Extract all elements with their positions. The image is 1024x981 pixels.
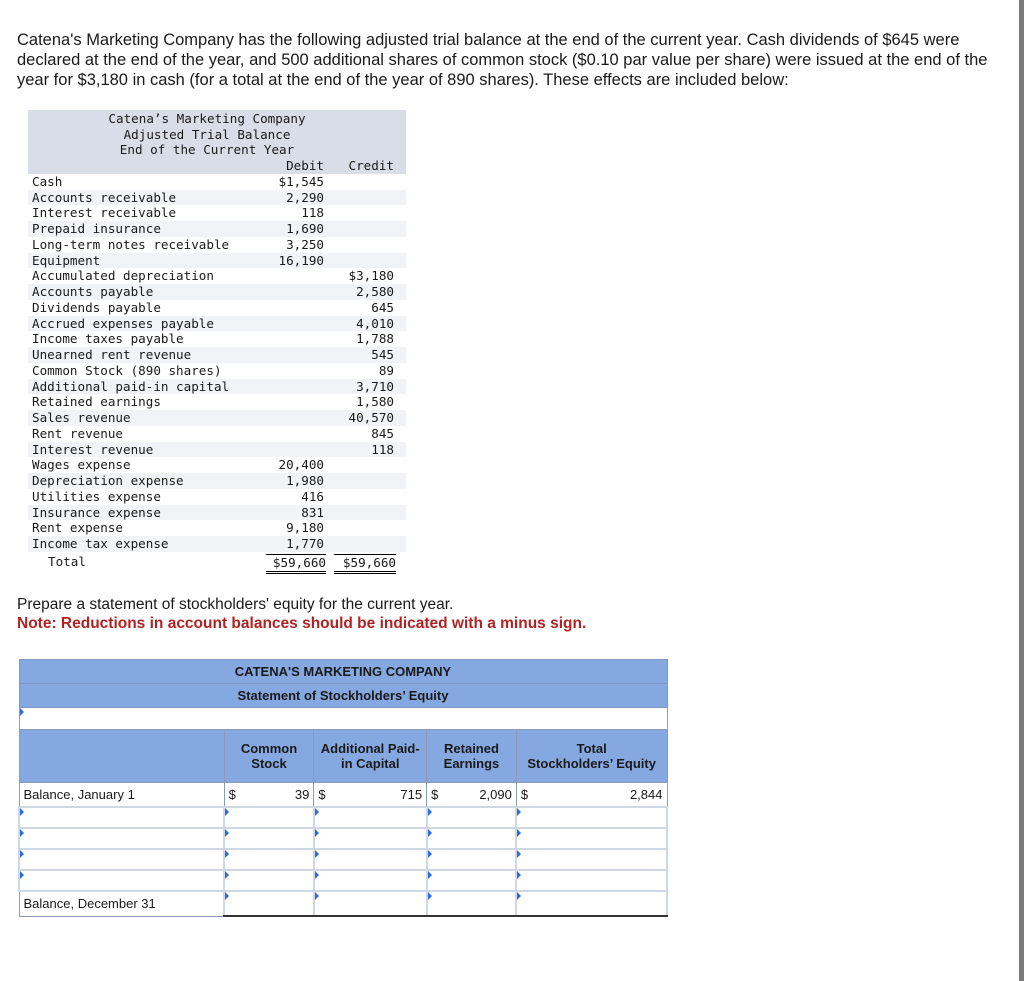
debit-amount — [266, 300, 324, 316]
credit-header: Credit — [348, 158, 394, 174]
debit-amount: 16,190 — [278, 252, 324, 268]
balance-dec-apic-input[interactable] — [314, 891, 427, 916]
entry-2-total-input[interactable] — [516, 828, 667, 849]
debit-amount — [266, 268, 324, 284]
problem-intro: Catena's Marketing Company has the following adjusted trial balance at the end of the current year. Cash dividends of $645 were declared at the end of the year, and 500 additional shares of common stock ($0.10 par value per share) were issued at the end of the year for $3,180 in cash (for a total at the end of the year of 890 shares). These effects are included below: — [17, 31, 988, 89]
trial-balance-row — [28, 205, 406, 221]
credit-amount — [324, 489, 394, 505]
trial-balance-row — [28, 253, 406, 269]
row-label-header — [19, 730, 224, 783]
input-marker-icon — [315, 892, 319, 900]
balance-december-row — [19, 891, 667, 916]
entry-3-total-input[interactable] — [516, 849, 667, 870]
trial-balance-title: Adjusted Trial Balance — [123, 126, 291, 142]
col-apic: Additional Paid- in Capital — [314, 730, 427, 783]
balance-dec-total-input[interactable] — [516, 891, 667, 916]
trial-balance-row — [28, 410, 406, 426]
credit-amount: 1,788 — [356, 331, 394, 347]
balance-january-row — [19, 783, 667, 808]
credit-amount: 40,570 — [348, 410, 394, 426]
credit-amount — [324, 536, 394, 552]
input-marker-icon — [225, 808, 229, 816]
debit-amount — [266, 347, 324, 363]
input-marker-icon — [315, 850, 319, 858]
trial-balance-rows — [28, 174, 406, 552]
instruction-note: Note: Reductions in account balances should be indicated with a minus sign. — [17, 615, 587, 632]
account-name: Retained earnings — [32, 394, 161, 410]
input-marker-icon — [225, 892, 229, 900]
account-name: Income taxes payable — [32, 331, 184, 347]
entry-1-retained-earnings-input[interactable] — [427, 807, 517, 828]
credit-amount — [324, 205, 394, 221]
entry-4-apic-input[interactable] — [314, 870, 427, 891]
credit-amount — [324, 253, 394, 269]
debit-amount — [266, 426, 324, 442]
entry-1-apic-input[interactable] — [314, 807, 427, 828]
account-name: Equipment — [32, 252, 101, 268]
trial-balance-row — [28, 379, 406, 395]
col-common-stock: Common Stock — [224, 730, 314, 783]
debit-amount: 1,690 — [286, 221, 324, 237]
balance-jan-total: $ 2,844 — [516, 783, 667, 808]
debit-amount — [266, 284, 324, 300]
trial-balance-row — [28, 505, 406, 521]
entry-row-3 — [19, 849, 667, 870]
input-marker-icon — [20, 808, 24, 816]
credit-amount — [324, 520, 394, 536]
debit-amount — [266, 442, 324, 458]
credit-amount — [324, 505, 394, 521]
trial-balance-row — [28, 221, 406, 237]
entry-2-common-stock-input[interactable] — [224, 828, 314, 849]
credit-amount: 1,580 — [356, 394, 394, 410]
debit-amount — [266, 410, 324, 426]
debit-amount — [266, 363, 324, 379]
account-name: Interest revenue — [32, 441, 154, 457]
debit-amount: 3,250 — [286, 236, 324, 252]
input-marker-icon — [517, 892, 521, 900]
trial-balance-row — [28, 268, 406, 284]
instruction-text: Prepare a statement of stockholders' equity for the current year. — [17, 596, 454, 613]
debit-header: Debit — [286, 158, 324, 174]
trial-balance-row — [28, 300, 406, 316]
stockholders-equity-statement — [18, 659, 668, 917]
credit-amount — [324, 237, 394, 253]
credit-amount: $3,180 — [348, 268, 394, 284]
account-name: Long-term notes receivable — [32, 236, 230, 252]
input-marker-icon — [225, 829, 229, 837]
credit-amount: 89 — [378, 362, 394, 378]
input-marker-icon — [225, 871, 229, 879]
credit-amount: 118 — [371, 441, 394, 457]
balance-jan-retained-earnings: $ 2,090 — [427, 783, 517, 808]
entry-row-4 — [19, 870, 667, 891]
debit-amount: 9,180 — [286, 520, 324, 536]
entry-4-common-stock-input[interactable] — [224, 870, 314, 891]
trial-balance-row — [28, 489, 406, 505]
balance-jan-common-stock: $ 39 — [224, 783, 314, 808]
account-name: Insurance expense — [32, 504, 161, 520]
debit-amount: 118 — [301, 205, 324, 221]
account-name: Accounts receivable — [32, 189, 177, 205]
trial-balance-row — [28, 316, 406, 332]
trial-balance-row — [28, 284, 406, 300]
credit-amount: 4,010 — [356, 315, 394, 331]
account-name: Accrued expenses payable — [32, 315, 214, 331]
input-marker-icon — [20, 708, 24, 716]
debit-amount — [266, 316, 324, 332]
account-name: Prepaid insurance — [32, 221, 161, 237]
balance-dec-retained-earnings-input[interactable] — [427, 891, 517, 916]
debit-amount: 1,980 — [286, 473, 324, 489]
input-marker-icon — [20, 850, 24, 858]
entry-2-description-input[interactable] — [19, 828, 224, 849]
account-name: Interest receivable — [32, 205, 177, 221]
debit-amount — [266, 379, 324, 395]
debit-amount — [266, 394, 324, 410]
input-marker-icon — [428, 892, 432, 900]
account-name: Sales revenue — [32, 410, 131, 426]
account-name: Income tax expense — [32, 536, 169, 552]
scrollbar[interactable] — [1019, 0, 1024, 981]
input-marker-icon — [428, 829, 432, 837]
account-name: Cash — [32, 173, 63, 189]
account-name: Utilities expense — [32, 488, 161, 504]
trial-balance-row — [28, 237, 406, 253]
trial-balance-row — [28, 331, 406, 347]
input-marker-icon — [517, 850, 521, 858]
entry-4-description-input[interactable] — [19, 870, 224, 891]
trial-balance-row — [28, 363, 406, 379]
trial-balance-period: End of the Current Year — [119, 142, 295, 158]
balance-dec-common-stock-input[interactable] — [224, 891, 314, 916]
entry-3-description-input[interactable] — [19, 849, 224, 870]
entry-row-1 — [19, 807, 667, 828]
debit-amount: 1,770 — [286, 536, 324, 552]
trial-balance-total-row — [28, 554, 406, 574]
input-marker-icon — [428, 808, 432, 816]
entry-1-common-stock-input[interactable] — [224, 807, 314, 828]
trial-balance-column-headers — [28, 158, 406, 174]
account-name: Accumulated depreciation — [32, 268, 214, 284]
trial-balance-row — [28, 174, 406, 190]
debit-amount — [266, 331, 324, 347]
credit-amount: 645 — [371, 299, 394, 315]
entry-1-description-input[interactable] — [19, 807, 224, 828]
entry-4-retained-earnings-input[interactable] — [427, 870, 517, 891]
input-marker-icon — [428, 871, 432, 879]
credit-amount — [324, 473, 394, 489]
credit-amount: 545 — [371, 347, 394, 363]
input-marker-icon — [517, 829, 521, 837]
total-debit: $59,660 — [266, 554, 326, 574]
debit-amount: 831 — [301, 504, 324, 520]
debit-amount: 2,290 — [286, 189, 324, 205]
account-name: Wages expense — [32, 457, 131, 473]
input-marker-icon — [428, 850, 432, 858]
instructions — [17, 595, 586, 633]
account-name: Dividends payable — [32, 299, 161, 315]
trial-balance-company: Catena’s Marketing Company — [108, 111, 306, 126]
debit-amount: 20,400 — [278, 457, 324, 473]
input-marker-icon — [315, 871, 319, 879]
total-credit: $59,660 — [334, 554, 396, 574]
trial-balance-row — [28, 520, 406, 536]
statement-company: CATENA'S MARKETING COMPANY — [19, 660, 667, 684]
entry-2-apic-input[interactable] — [314, 828, 427, 849]
entry-3-retained-earnings-input[interactable] — [427, 849, 517, 870]
credit-amount: 3,710 — [356, 378, 394, 394]
trial-balance-header — [28, 110, 406, 158]
trial-balance-row — [28, 347, 406, 363]
trial-balance-row — [28, 394, 406, 410]
input-marker-icon — [517, 871, 521, 879]
input-marker-icon — [20, 829, 24, 837]
trial-balance-row — [28, 426, 406, 442]
entry-row-2 — [19, 828, 667, 849]
account-name: Additional paid-in capital — [32, 378, 230, 394]
account-name: Common Stock (890 shares) — [32, 362, 222, 378]
input-marker-icon — [315, 829, 319, 837]
trial-balance-row — [28, 457, 406, 473]
entry-3-common-stock-input[interactable] — [224, 849, 314, 870]
input-marker-icon — [315, 808, 319, 816]
entry-1-total-input[interactable] — [516, 807, 667, 828]
account-name: Rent revenue — [32, 425, 123, 441]
debit-amount: $1,545 — [278, 173, 324, 189]
input-marker-icon — [225, 850, 229, 858]
credit-amount — [324, 190, 394, 206]
col-total-equity: Total Stockholders’ Equity — [516, 730, 667, 783]
entry-4-total-input[interactable] — [516, 870, 667, 891]
credit-amount — [324, 221, 394, 237]
col-retained-earnings: Retained Earnings — [427, 730, 517, 783]
input-marker-icon — [20, 871, 24, 879]
account-name: Rent expense — [32, 520, 123, 536]
trial-balance-row — [28, 190, 406, 206]
account-name: Depreciation expense — [32, 473, 184, 489]
debit-amount: 416 — [301, 488, 324, 504]
account-name: Accounts payable — [32, 284, 154, 300]
credit-amount: 845 — [371, 425, 394, 441]
statement-title: Statement of Stockholders’ Equity — [19, 684, 667, 708]
statement-date-input[interactable] — [19, 708, 667, 730]
balance-january-label: Balance, January 1 — [19, 783, 224, 808]
entry-3-apic-input[interactable] — [314, 849, 427, 870]
credit-amount — [324, 174, 394, 190]
entry-2-retained-earnings-input[interactable] — [427, 828, 517, 849]
total-label: Total — [48, 553, 86, 569]
trial-balance-row — [28, 442, 406, 458]
trial-balance-row — [28, 536, 406, 552]
trial-balance-row — [28, 473, 406, 489]
balance-jan-apic: $ 715 — [314, 783, 427, 808]
credit-amount: 2,580 — [356, 284, 394, 300]
balance-december-label: Balance, December 31 — [19, 891, 224, 916]
input-marker-icon — [517, 808, 521, 816]
account-name: Unearned rent revenue — [32, 347, 192, 363]
credit-amount — [324, 457, 394, 473]
adjusted-trial-balance — [28, 110, 406, 574]
